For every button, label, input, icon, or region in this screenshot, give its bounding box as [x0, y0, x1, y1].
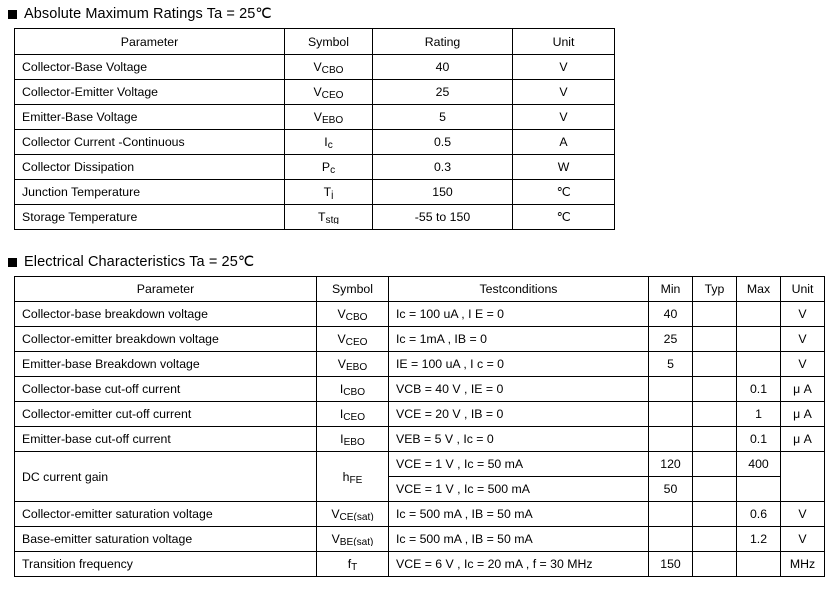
cell-typ — [693, 402, 737, 427]
cell-parameter: Emitter-base Breakdown voltage — [15, 352, 317, 377]
cell-parameter: Base-emitter saturation voltage — [15, 527, 317, 552]
cell-typ — [693, 327, 737, 352]
cell-parameter: Collector-base cut-off current — [15, 377, 317, 402]
cell-parameter: Collector-Emitter Voltage — [15, 80, 285, 105]
cell-typ — [693, 352, 737, 377]
cell-max — [737, 352, 781, 377]
cell-max — [737, 552, 781, 577]
cell-conditions: Ic = 100 uA , I E = 0 — [389, 302, 649, 327]
cell-min: 120 — [649, 452, 693, 477]
electrical-characteristics-table — [14, 276, 825, 577]
table-row — [15, 205, 615, 230]
cell-symbol: $h_{FE}$ — [317, 452, 389, 502]
table-row — [15, 552, 825, 577]
cell-conditions: VCE = 20 V , IB = 0 — [389, 402, 649, 427]
table-row — [15, 55, 615, 80]
cell-conditions: Ic = 500 mA , IB = 50 mA — [389, 502, 649, 527]
cell-symbol: $T_{stg}$ — [285, 205, 373, 230]
table-row — [15, 402, 825, 427]
table-row — [15, 502, 825, 527]
cell-conditions: VCE = 1 V , Ic = 50 mA — [389, 452, 649, 477]
cell-symbol: $V_{EBO}$ — [285, 105, 373, 130]
cell-conditions: Ic = 500 mA , IB = 50 mA — [389, 527, 649, 552]
table-row — [15, 327, 825, 352]
table-header-row — [15, 277, 825, 302]
cell-conditions: VCE = 6 V , Ic = 20 mA , f = 30 MHz — [389, 552, 649, 577]
cell-parameter: Collector Dissipation — [15, 155, 285, 180]
cell-max: 1.2 — [737, 527, 781, 552]
column-header-min: Min — [649, 277, 693, 302]
cell-rating: -55 to 150 — [373, 205, 513, 230]
cell-parameter: Collector-emitter breakdown voltage — [15, 327, 317, 352]
cell-unit: V — [513, 105, 615, 130]
cell-symbol: $V_{CBO}$ — [285, 55, 373, 80]
cell-rating: 5 — [373, 105, 513, 130]
column-header-typ: Typ — [693, 277, 737, 302]
cell-rating: 0.3 — [373, 155, 513, 180]
square-bullet-icon — [8, 258, 17, 267]
cell-typ — [693, 452, 737, 477]
cell-min — [649, 527, 693, 552]
cell-min — [649, 427, 693, 452]
column-header-max: Max — [737, 277, 781, 302]
table-row — [15, 352, 825, 377]
cell-min — [649, 402, 693, 427]
table-row — [15, 302, 825, 327]
section-heading-absolute-maximum-ratings — [8, 6, 827, 22]
cell-conditions: VCE = 1 V , Ic = 500 mA — [389, 477, 649, 502]
cell-symbol: $V_{CEO}$ — [317, 327, 389, 352]
cell-max: 0.1 — [737, 427, 781, 452]
cell-max — [737, 327, 781, 352]
cell-unit: V — [781, 527, 825, 552]
cell-unit: μ A — [781, 402, 825, 427]
table-row — [15, 180, 615, 205]
cell-min — [649, 377, 693, 402]
cell-symbol: $V_{CE(sat)}$ — [317, 502, 389, 527]
table-row — [15, 377, 825, 402]
section-title: Absolute Maximum Ratings Ta = 25℃ — [24, 6, 272, 22]
column-header-testconditions: Testconditions — [389, 277, 649, 302]
column-header-symbol: Symbol — [317, 277, 389, 302]
cell-unit: V — [781, 302, 825, 327]
cell-max: 0.1 — [737, 377, 781, 402]
cell-symbol: $I_{CBO}$ — [317, 377, 389, 402]
column-header-parameter: Parameter — [15, 29, 285, 55]
cell-unit — [781, 452, 825, 502]
cell-conditions: Ic = 1mA , IB = 0 — [389, 327, 649, 352]
cell-unit: V — [513, 80, 615, 105]
cell-conditions: VEB = 5 V , Ic = 0 — [389, 427, 649, 452]
cell-unit: V — [781, 502, 825, 527]
table-row — [15, 105, 615, 130]
section-heading-electrical-characteristics — [8, 254, 827, 270]
cell-rating: 40 — [373, 55, 513, 80]
cell-typ — [693, 477, 737, 502]
column-header-rating: Rating — [373, 29, 513, 55]
cell-symbol: $f_T$ — [317, 552, 389, 577]
table-row — [15, 427, 825, 452]
cell-parameter: Collector-emitter cut-off current — [15, 402, 317, 427]
cell-unit: μ A — [781, 427, 825, 452]
cell-unit: A — [513, 130, 615, 155]
cell-unit: MHz — [781, 552, 825, 577]
cell-unit: V — [781, 352, 825, 377]
cell-unit: ℃ — [513, 180, 615, 205]
cell-parameter: Storage Temperature — [15, 205, 285, 230]
cell-parameter: Emitter-base cut-off current — [15, 427, 317, 452]
cell-parameter: Collector Current -Continuous — [15, 130, 285, 155]
cell-symbol: $V_{EBO}$ — [317, 352, 389, 377]
cell-min: 5 — [649, 352, 693, 377]
cell-conditions: VCB = 40 V , IE = 0 — [389, 377, 649, 402]
cell-symbol: $V_{BE(sat)}$ — [317, 527, 389, 552]
cell-unit: V — [781, 327, 825, 352]
cell-unit: ℃ — [513, 205, 615, 230]
cell-unit: W — [513, 155, 615, 180]
cell-symbol: $V_{CEO}$ — [285, 80, 373, 105]
cell-parameter: Junction Temperature — [15, 180, 285, 205]
cell-typ — [693, 427, 737, 452]
cell-typ — [693, 302, 737, 327]
cell-parameter: Collector-base breakdown voltage — [15, 302, 317, 327]
cell-parameter: Transition frequency — [15, 552, 317, 577]
column-header-unit: Unit — [781, 277, 825, 302]
table-row — [15, 80, 615, 105]
cell-typ — [693, 502, 737, 527]
table-row — [15, 527, 825, 552]
cell-symbol: $I_c$ — [285, 130, 373, 155]
section-title: Electrical Characteristics Ta = 25℃ — [24, 254, 255, 270]
column-header-unit: Unit — [513, 29, 615, 55]
cell-rating: 25 — [373, 80, 513, 105]
cell-symbol: $P_c$ — [285, 155, 373, 180]
table-header-row — [15, 29, 615, 55]
cell-min: 25 — [649, 327, 693, 352]
cell-symbol: $I_{EBO}$ — [317, 427, 389, 452]
absolute-maximum-ratings-table — [14, 28, 615, 230]
cell-unit: μ A — [781, 377, 825, 402]
column-header-symbol: Symbol — [285, 29, 373, 55]
table-row — [15, 130, 615, 155]
cell-unit: V — [513, 55, 615, 80]
cell-parameter: Collector-emitter saturation voltage — [15, 502, 317, 527]
square-bullet-icon — [8, 10, 17, 19]
cell-min — [649, 502, 693, 527]
cell-conditions: IE = 100 uA , I c = 0 — [389, 352, 649, 377]
cell-typ — [693, 377, 737, 402]
cell-symbol: $V_{CBO}$ — [317, 302, 389, 327]
cell-symbol: $I_{CEO}$ — [317, 402, 389, 427]
cell-symbol: $T_j$ — [285, 180, 373, 205]
cell-rating: 0.5 — [373, 130, 513, 155]
cell-parameter: Emitter-Base Voltage — [15, 105, 285, 130]
cell-max: 0.6 — [737, 502, 781, 527]
cell-typ — [693, 552, 737, 577]
table-row — [15, 452, 825, 477]
cell-min: 150 — [649, 552, 693, 577]
cell-parameter: DC current gain — [15, 452, 317, 502]
cell-rating: 150 — [373, 180, 513, 205]
table-row — [15, 155, 615, 180]
cell-max — [737, 477, 781, 502]
cell-min: 40 — [649, 302, 693, 327]
cell-typ — [693, 527, 737, 552]
cell-min: 50 — [649, 477, 693, 502]
cell-parameter: Collector-Base Voltage — [15, 55, 285, 80]
cell-max: 400 — [737, 452, 781, 477]
cell-max: 1 — [737, 402, 781, 427]
column-header-parameter: Parameter — [15, 277, 317, 302]
cell-max — [737, 302, 781, 327]
